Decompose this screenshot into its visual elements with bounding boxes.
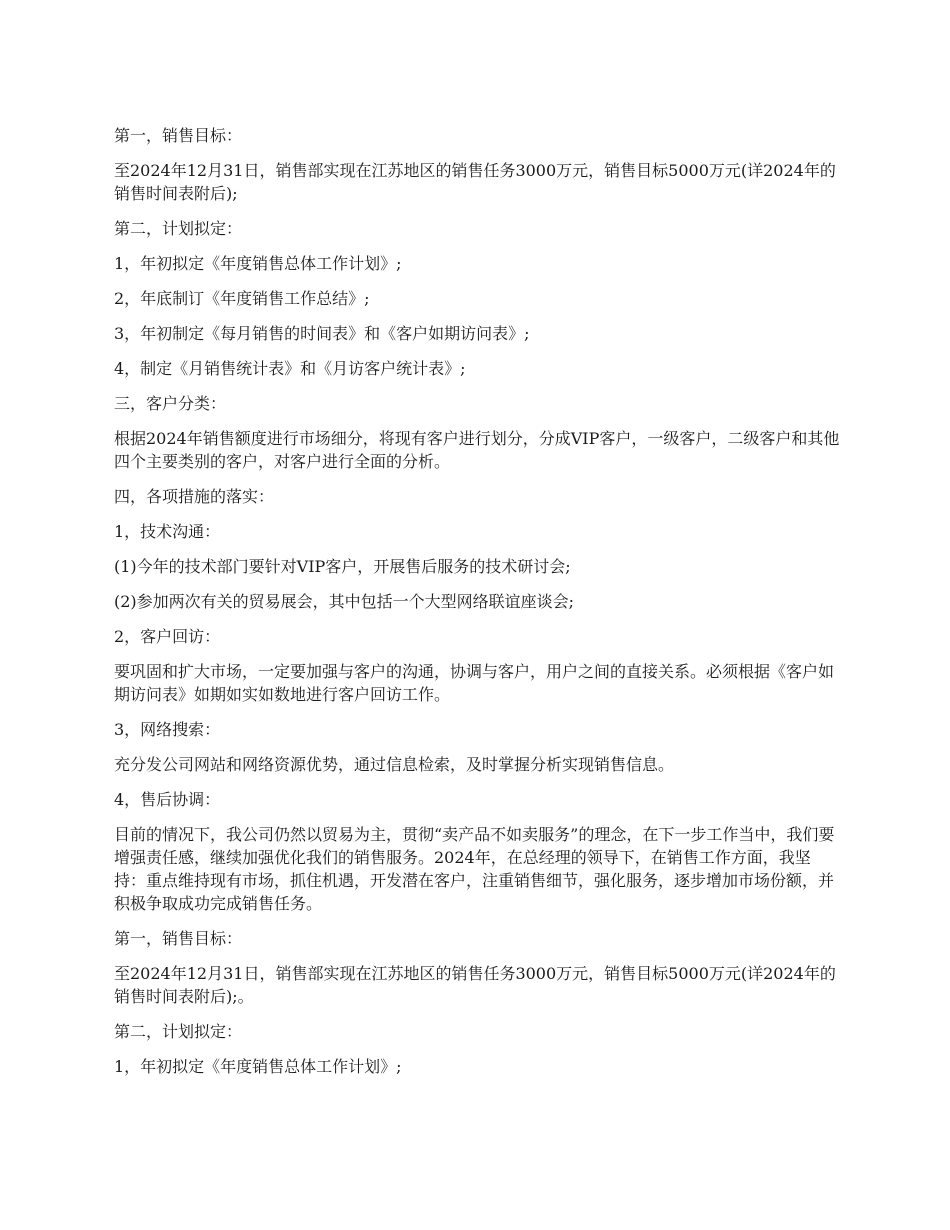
paragraph: 至2024年12月31日，销售部实现在江苏地区的销售任务3000万元，销售目标5000万元(详2024年的销售时间表附后); <box>114 161 836 203</box>
list-item: 3，年初制定《每月销售的时间表》和《客户如期访问表》; <box>114 324 530 343</box>
paragraph: 根据2024年销售额度进行市场细分，将现有客户进行划分，分成VIP客户，一级客户，二级客户和其他四个主要类别的客户，对客户进行全面的分析。 <box>114 429 840 471</box>
paragraph: 要巩固和扩大市场，一定要加强与客户的沟通，协调与客户，用户之间的直接关系。必须根据《客户如期访问表》如期如实如数地进行客户回访工作。 <box>114 662 835 704</box>
list-item: 1，年初拟定《年度销售总体工作计划》; <box>114 1057 402 1076</box>
section-heading: 第一，销售目标： <box>114 929 243 948</box>
subsection-heading: 4，售后协调： <box>114 790 221 809</box>
section-heading: 三，客户分类： <box>114 394 227 413</box>
list-item: (2)参加两次有关的贸易展会，其中包括一个大型网络联谊座谈会; <box>114 592 575 611</box>
list-item: 4，制定《月销售统计表》和《月访客户统计表》; <box>114 359 466 378</box>
section-heading: 第一，销售目标： <box>114 126 243 145</box>
paragraph: 充分发公司网站和网络资源优势，通过信息检索，及时掌握分析实现销售信息。 <box>114 755 675 774</box>
subsection-heading: 3，网络搜索： <box>114 720 221 739</box>
paragraph: 目前的情况下，我公司仍然以贸易为主，贯彻“卖产品不如卖服务”的理念，在下一步工作当中，我们要增强责任感，继续加强优化我们的销售服务。2024年，在总经理的领导下，在销售工作方面，我坚持：重点维持现有市场，抓住机遇，开发潜在客户，注重销售细节，强化服务，逐步增加市场份额，并积极争取成功完成销售任务。 <box>114 825 835 913</box>
list-item: 2，年底制订《年度销售工作总结》; <box>114 289 370 308</box>
list-item: (1)今年的技术部门要针对VIP客户，开展售后服务的技术研讨会; <box>114 557 571 576</box>
section-heading: 第二，计划拟定： <box>114 219 243 238</box>
document-body <box>114 124 842 1090</box>
paragraph: 至2024年12月31日，销售部实现在江苏地区的销售任务3000万元，销售目标5000万元(详2024年的销售时间表附后);。 <box>114 964 836 1006</box>
subsection-heading: 2，客户回访： <box>114 627 221 646</box>
subsection-heading: 1，技术沟通： <box>114 522 221 541</box>
section-heading: 四，各项措施的落实： <box>114 487 275 506</box>
section-heading: 第二，计划拟定： <box>114 1022 243 1041</box>
list-item: 1，年初拟定《年度销售总体工作计划》; <box>114 254 402 273</box>
